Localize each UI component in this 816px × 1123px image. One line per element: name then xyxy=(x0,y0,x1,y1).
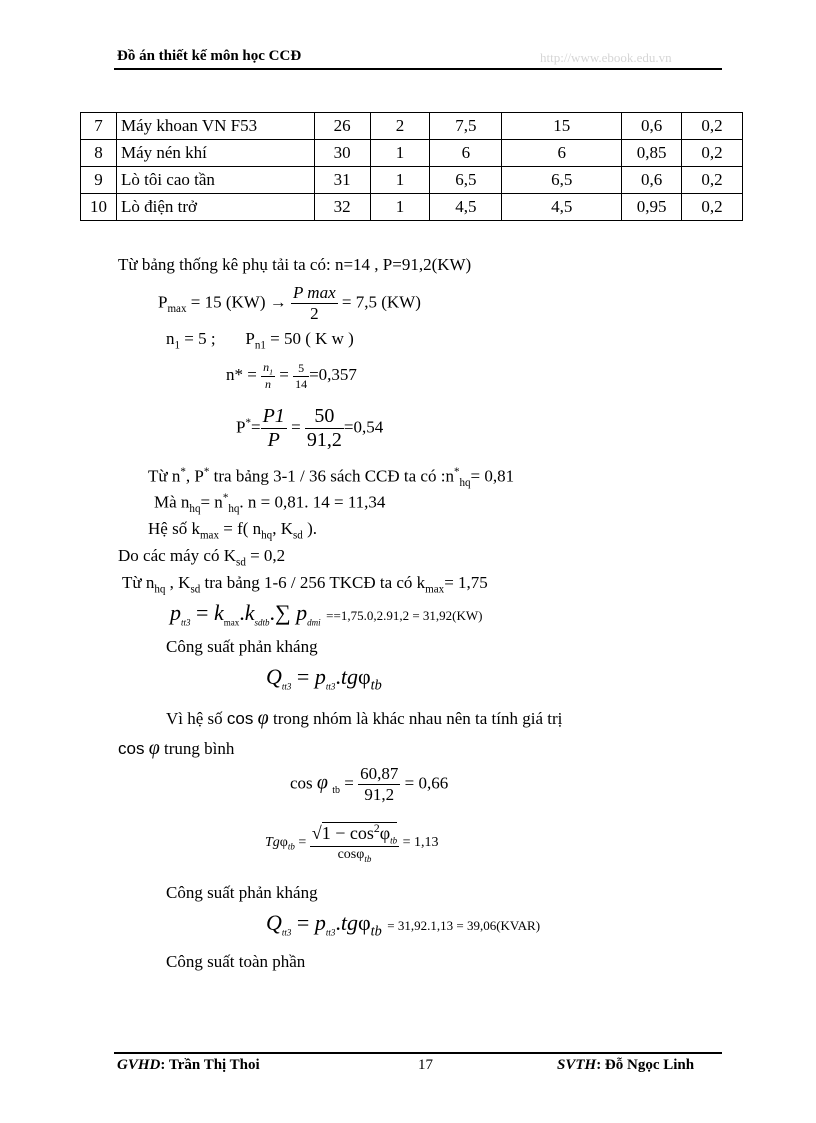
tg-fraction: $\frac{√1 - \cos^2\varphi_{tb}}{\cos\varphi_{tb}}$ xyxy=(311,822,398,864)
pmax-lhs: = 15 (KW) → xyxy=(190,292,287,312)
table-cell: 0,2 xyxy=(682,140,743,167)
nstar-frac2-den: 14 xyxy=(295,376,308,391)
table-cell: 1 xyxy=(370,194,430,221)
table-cell: 1 xyxy=(370,167,430,194)
table-cell: 26 xyxy=(314,113,370,140)
table-cell: 4,5 xyxy=(430,194,502,221)
table-cell: 6,5 xyxy=(430,167,502,194)
table-cell: 9 xyxy=(81,167,117,194)
table-cell: 32 xyxy=(314,194,370,221)
nhq-line: Mà $n_{hq}= n^*_{hq}$. n = 0,81. 14 = 11,34 xyxy=(154,492,386,516)
lookup-line-2: Từ $n_{hq}$ , $K_{sd}$ tra bảng 1-6 / 256 TKCĐ ta có $k_{max}= 1,75$ xyxy=(122,573,488,596)
nstar-formula: n* = $\frac{n_1}{n}$ = $\frac{5}{14}$ =0,357 xyxy=(226,360,357,392)
table-cell: Máy nén khí xyxy=(116,140,314,167)
tg-value: = 1,13 xyxy=(402,834,439,850)
table-cell: 0,6 xyxy=(622,167,682,194)
pstar-frac2-num: 50 xyxy=(305,405,344,429)
table-cell: 0,2 xyxy=(682,113,743,140)
nstar-frac2 xyxy=(293,361,309,392)
table-row xyxy=(81,113,743,140)
pstar-frac1 xyxy=(261,405,287,452)
table-cell: 0,6 xyxy=(622,113,682,140)
table-cell: Lò điện trở xyxy=(116,194,314,221)
footer-rule xyxy=(114,1052,722,1054)
nstar-frac2-num: 5 xyxy=(293,361,309,377)
table-cell: 0,2 xyxy=(682,194,743,221)
table-cell: Máy khoan VN F53 xyxy=(116,113,314,140)
header-rule xyxy=(114,68,722,70)
cos-value: = 0,66 xyxy=(404,773,449,793)
pmax-rhs: = 7,5 (KW) xyxy=(341,292,421,312)
table-row xyxy=(81,194,743,221)
table-cell: 2 xyxy=(370,113,430,140)
table-cell: 10 xyxy=(81,194,117,221)
table-cell: 6,5 xyxy=(502,167,622,194)
nstar-value: =0,357 xyxy=(309,365,357,385)
page-number: 17 xyxy=(418,1057,433,1073)
q-calc: = 31,92.1,13 = 39,06(KVAR) xyxy=(387,918,541,933)
ksd-line: Do các máy có $K_{sd} = 0,2$ xyxy=(118,546,286,569)
load-table xyxy=(80,112,743,221)
nstar-frac1: $\frac{n_1}{n}$ xyxy=(263,360,273,392)
table-cell: 31 xyxy=(314,167,370,194)
table-cell: 0,95 xyxy=(622,194,682,221)
ptt-formula: $p_{tt3} = k_{max}.k_{sdtb}.\sum$ $p_{dmi} ==1,75.0,2.91,2 = 31,92(KW)$ xyxy=(170,600,483,628)
pstar-frac2-den: 91,2 xyxy=(306,429,342,451)
apparent-power-label: Công suất toàn phần xyxy=(166,952,306,971)
table-cell: 6 xyxy=(502,140,622,167)
load-summary-text: Từ bảng thống kê phụ tải ta có: n=14 , P=91,2(KW) xyxy=(118,255,472,274)
table-cell: 30 xyxy=(314,140,370,167)
pstar-frac1-den: P xyxy=(267,429,280,451)
pstar-formula: P*= $\frac{P1}{P}$ = $\frac{50}{91,2}$ =0,54 xyxy=(236,405,384,451)
pstar-frac2 xyxy=(305,405,344,452)
q-formula-1: $Q_{tt3} = p_{tt3}.tg\varphi_{tb}$ xyxy=(266,664,382,694)
tg-formula: Tgφ$_{tb}$ = $\frac{√1 - \cos^2\varphi_{tb}}{\cos\varphi_{tb}}$ = 1,13 xyxy=(265,822,439,864)
table-cell: 8 xyxy=(81,140,117,167)
cos-tb-formula: cos φ $_{tb}$ = $\frac{60,87}{91,2}$ = 0,66 xyxy=(290,764,449,804)
pmax-frac-den: 2 xyxy=(310,304,319,323)
cos-frac-num: 60,87 xyxy=(360,764,399,783)
kmax-line: Hệ số $k_{max} = f$( $n_{hq}$, $K_{sd}$ ). xyxy=(148,519,317,542)
pmax-frac-num: P max xyxy=(292,283,336,302)
table-cell: 1 xyxy=(370,140,430,167)
pmax-formula: $P_{max} = 15$ (KW) → $\frac{\text{P max}}{2}$ = 7,5 (KW) xyxy=(158,283,421,323)
reactive-power-label-1: Công suất phản kháng xyxy=(166,637,318,656)
cos-fraction xyxy=(358,764,400,805)
table-cell: 0,85 xyxy=(622,140,682,167)
pstar-value: =0,54 xyxy=(343,417,384,437)
table-cell: 7 xyxy=(81,113,117,140)
footer-svth: SVTH: Đỗ Ngọc Linh xyxy=(557,1057,695,1073)
pmax-fraction xyxy=(291,283,338,324)
cos-tb-line: cos φ trung bình xyxy=(118,737,235,759)
header-url[interactable]: http://www.ebook.edu.vn xyxy=(540,50,672,65)
cos-intro-line: Vì hệ số cos φ trong nhóm là khác nhau nên ta tính giá trị xyxy=(166,707,563,729)
footer-gvhd: GVHD: Trần Thị Thoi xyxy=(117,1057,260,1073)
table-row xyxy=(81,140,743,167)
table-cell: 4,5 xyxy=(502,194,622,221)
lookup-line-1: Từ n*, P* tra bảng 3-1 / 36 sách CCĐ ta có $:n^*_{hq}= 0,81$ xyxy=(148,466,515,490)
table-cell: 15 xyxy=(502,113,622,140)
table-cell: 0,2 xyxy=(682,167,743,194)
header-title: Đồ án thiết kế môn học CCĐ xyxy=(117,48,302,64)
table-cell: Lò tôi cao tần xyxy=(116,167,314,194)
table-cell: 7,5 xyxy=(430,113,502,140)
pn1-value: = 50 ( K w ) xyxy=(270,329,354,348)
cos-frac-den: 91,2 xyxy=(364,785,395,804)
ptt-calc: ==1,75.0,2.91,2 = 31,92(KW) xyxy=(326,608,483,623)
table-cell: 6 xyxy=(430,140,502,167)
table-row xyxy=(81,167,743,194)
q-formula-2: $Q_{tt3} = p_{tt3}.tg\varphi_{tb} = 31,92.1,13$ = 39,06(KVAR) xyxy=(266,910,541,940)
pstar-frac1-num: P1 xyxy=(262,405,285,427)
reactive-power-label-2: Công suất phản kháng xyxy=(166,883,318,902)
n1-formula: $n_1 = 5$ ; $P_{n1} = 50$ ( K w ) xyxy=(166,329,354,352)
n1-value: = 5 ; xyxy=(184,329,216,348)
